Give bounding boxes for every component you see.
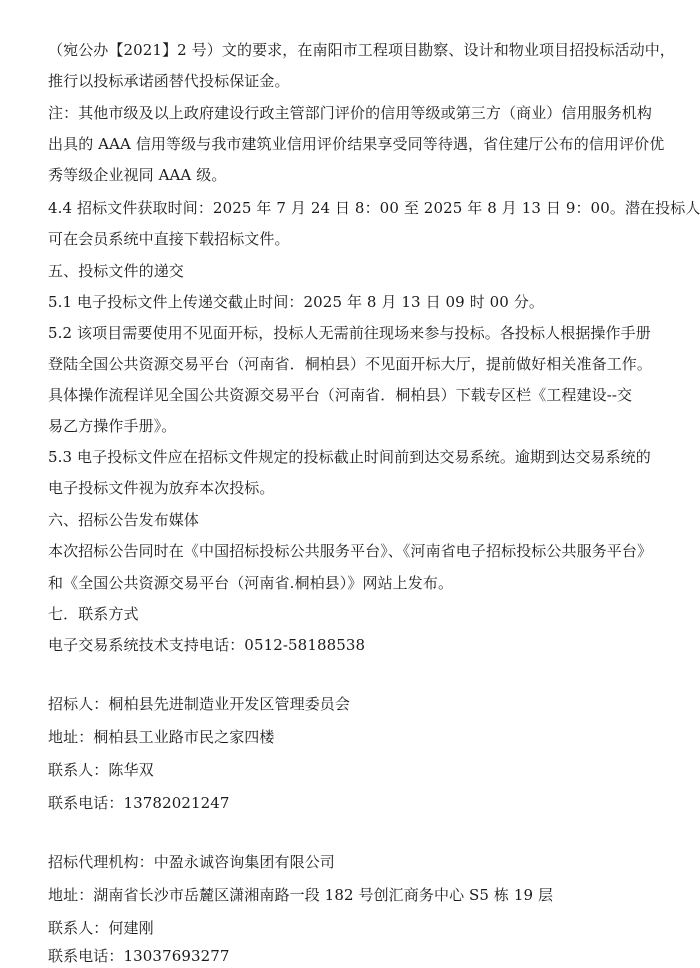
- text-line: 地址：桐柏县工业路市民之家四楼: [48, 728, 275, 746]
- text-line: 本次招标公告同时在《中国招标投标公共服务平台》、《河南省电子招标投标公共服务平台》: [48, 542, 653, 560]
- text-line: 出具的 AAA 信用等级与我市建筑业信用评价结果享受同等待遇，省住建厅公布的信用评价优: [48, 135, 665, 153]
- text-line: 联系电话：13037693277: [48, 947, 230, 965]
- text-line: 可在会员系统中直接下载招标文件。: [48, 230, 290, 248]
- text-line: 登陆全国公共资源交易平台（河南省．桐柏县）不见面开标大厅，提前做好相关准备工作。: [48, 355, 653, 373]
- text-line: 5.3 电子投标文件应在招标文件规定的投标截止时间前到达交易系统。逾期到达交易系统的: [48, 448, 651, 466]
- text-line: 联系电话：13782021247: [48, 794, 230, 812]
- text-line: （宛公办【2021】2 号）文的要求，在南阳市工程项目勘察、设计和物业项目招投标活动中，: [48, 41, 675, 59]
- section-heading: 七．联系方式: [48, 605, 139, 623]
- text-line: 电子投标文件视为放弃本次投标。: [48, 479, 275, 497]
- text-line: 招标代理机构：中盈永诚咨询集团有限公司: [48, 853, 335, 871]
- text-line: 联系人：何建刚: [48, 919, 154, 937]
- text-line: 电子交易系统技术支持电话：0512-58188538: [48, 636, 366, 654]
- text-line: 易乙方操作手册》。: [48, 417, 177, 435]
- text-line: 地址：湖南省长沙市岳麓区潇湘南路一段 182 号创汇商务中心 S5 栋 19 层: [48, 886, 554, 904]
- text-line: 推行以投标承诺函替代投标保证金。: [48, 72, 290, 90]
- text-line: 和《全国公共资源交易平台（河南省.桐柏县）》网站上发布。: [48, 574, 454, 592]
- text-line: 招标人：桐柏县先进制造业开发区管理委员会: [48, 695, 351, 713]
- section-heading: 五、投标文件的递交: [48, 262, 184, 280]
- text-line: 注：其他市级及以上政府建设行政主管部门评价的信用等级或第三方（商业）信用服务机构: [48, 104, 653, 122]
- text-line: 秀等级企业视同 AAA 级。: [48, 166, 227, 184]
- text-line: 4.4 招标文件获取时间：2025 年 7 月 24 日 8：00 至 2025 年 8 月 13 日 9：00。潜在投标人: [48, 199, 700, 217]
- text-line: 联系人：陈华双: [48, 761, 154, 779]
- section-heading: 六、招标公告发布媒体: [48, 511, 200, 529]
- text-line: 5.2 该项目需要使用不见面开标，投标人无需前往现场来参与投标。各投标人根据操作手册: [48, 324, 651, 342]
- text-line: 具体操作流程详见全国公共资源交易平台（河南省．桐柏县）下载专区栏《工程建设--交: [48, 386, 633, 404]
- text-line: 5.1 电子投标文件上传递交截止时间：2025 年 8 月 13 日 09 时 00 分。: [48, 293, 545, 311]
